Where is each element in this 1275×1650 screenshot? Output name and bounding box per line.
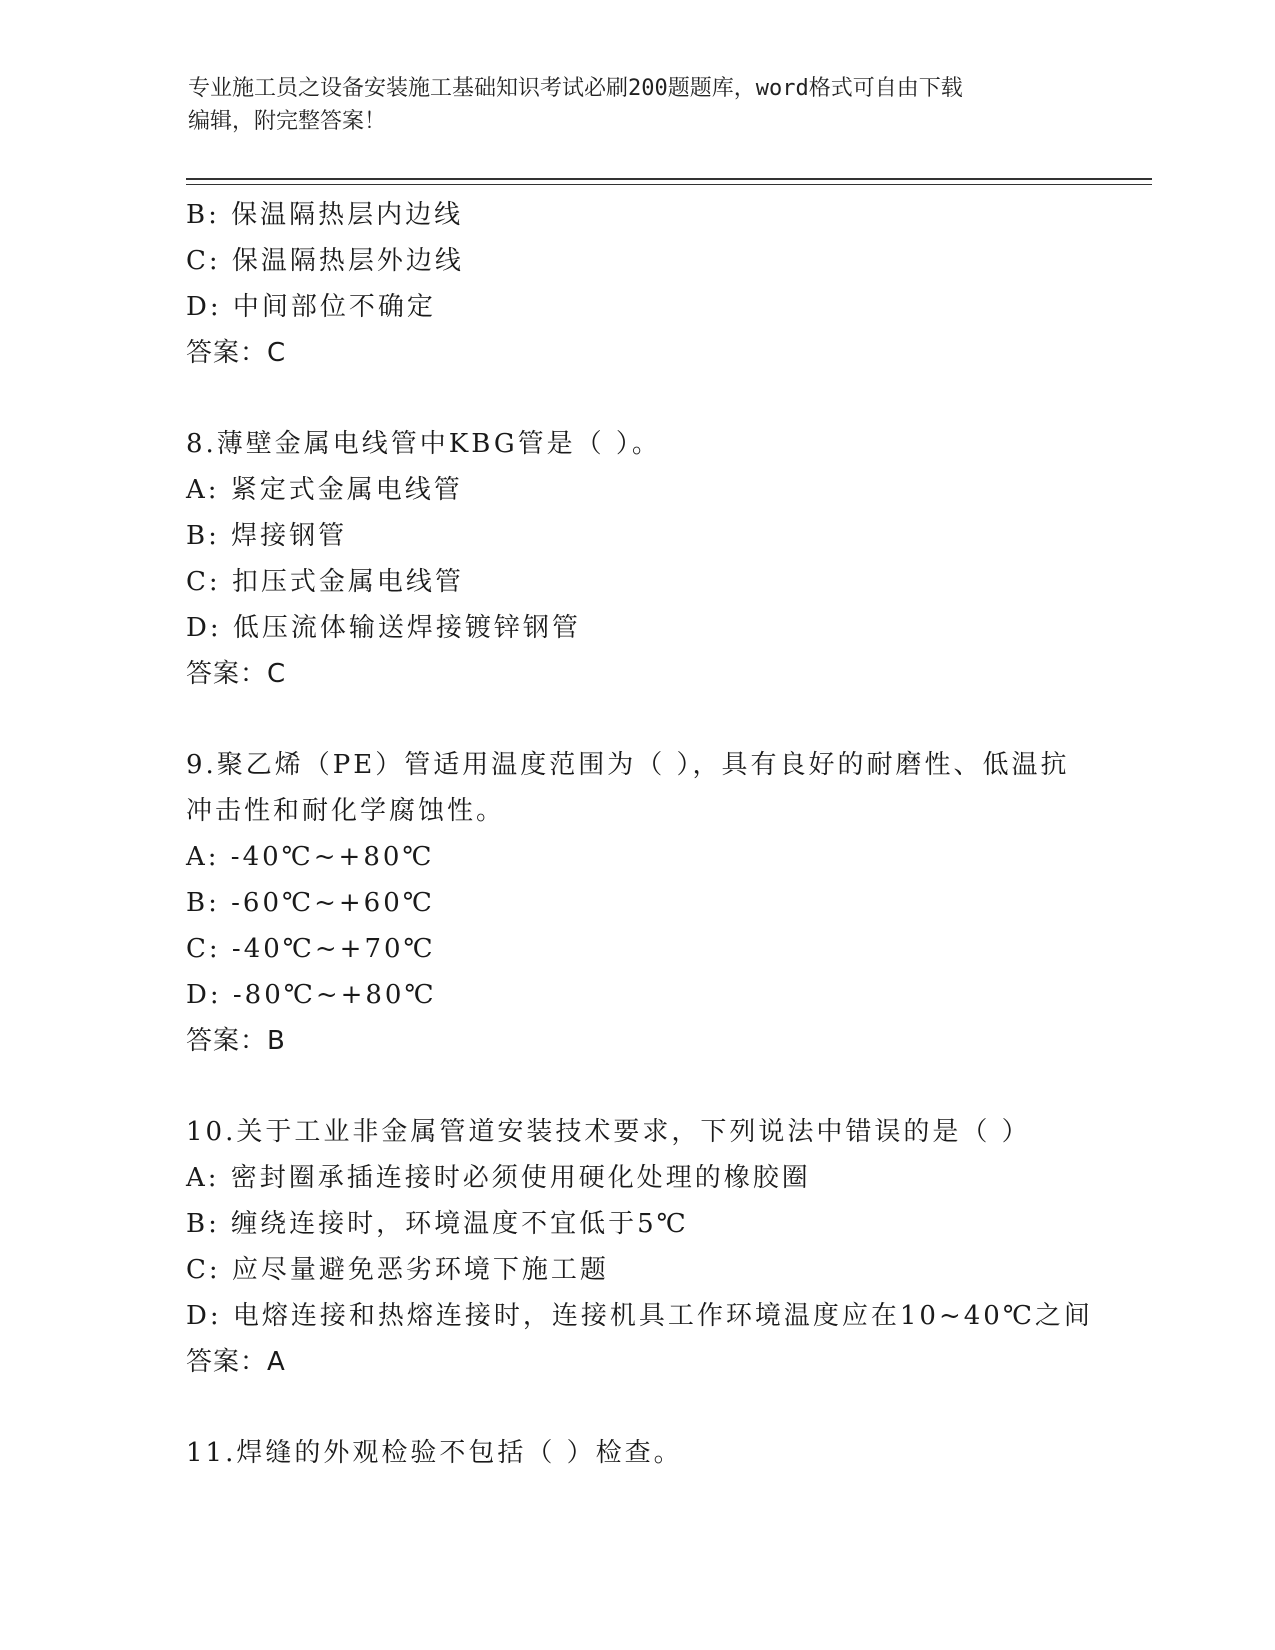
option-b: B: -60℃~+60℃ [186, 888, 435, 918]
header-title-line-2: 编辑，附完整答案！ [188, 109, 387, 134]
spacer [186, 376, 1086, 421]
option-d: D: 电熔连接和热熔连接时，连接机具工作环境温度应在10~40℃之间 [186, 1301, 1093, 1331]
answer-line: 答案：C [186, 659, 287, 689]
spacer [186, 1385, 1086, 1430]
question-list [186, 192, 1093, 1476]
question-stem-continued: 冲击性和耐化学腐蚀性。 [186, 796, 506, 826]
option-d: D: -80℃~+80℃ [186, 980, 437, 1010]
option-a: A: 紧定式金属电线管 [186, 475, 463, 505]
option-d: D: 中间部位不确定 [186, 292, 436, 322]
question-11 [186, 1430, 1086, 1476]
option-b: B: 焊接钢管 [186, 521, 348, 551]
question-stem: 11.焊缝的外观检验不包括（ ）检查。 [186, 1438, 683, 1468]
question-9 [186, 742, 1086, 1064]
question-8 [186, 421, 1086, 697]
question-stem: 10.关于工业非金属管道安装技术要求，下列说法中错误的是（ ） [186, 1117, 1031, 1147]
question-stem: 9.聚乙烯（PE）管适用温度范围为（ ），具有良好的耐磨性、低温抗 [186, 750, 1070, 780]
option-a: A: 密封圈承插连接时必须使用硬化处理的橡胶圈 [186, 1163, 811, 1193]
answer-line: 答案：A [186, 1347, 286, 1377]
document-header [188, 72, 1068, 138]
header-divider [186, 178, 1152, 180]
spacer [186, 1064, 1086, 1109]
option-a: A: -40℃~+80℃ [186, 842, 435, 872]
option-c: C: 应尽量避免恶劣环境下施工题 [186, 1255, 609, 1285]
question-stem: 8.薄壁金属电线管中KBG管是（ ）。 [186, 429, 661, 459]
option-c: C: 保温隔热层外边线 [186, 246, 464, 276]
spacer [186, 697, 1086, 742]
option-b: B: 保温隔热层内边线 [186, 200, 464, 230]
answer-line: 答案：B [186, 1026, 286, 1056]
option-c: C: -40℃~+70℃ [186, 934, 436, 964]
option-c: C: 扣压式金属电线管 [186, 567, 464, 597]
question-10 [186, 1109, 1093, 1385]
question-7-continuation [186, 192, 1086, 376]
answer-line: 答案：C [186, 338, 287, 368]
option-b: B: 缠绕连接时，环境温度不宜低于5℃ [186, 1209, 689, 1239]
option-d: D: 低压流体输送焊接镀锌钢管 [186, 613, 581, 643]
header-title-line-1: 专业施工员之设备安装施工基础知识考试必刷200题题库，word格式可自由下载 [188, 76, 963, 101]
header-divider-thin [186, 184, 1152, 185]
